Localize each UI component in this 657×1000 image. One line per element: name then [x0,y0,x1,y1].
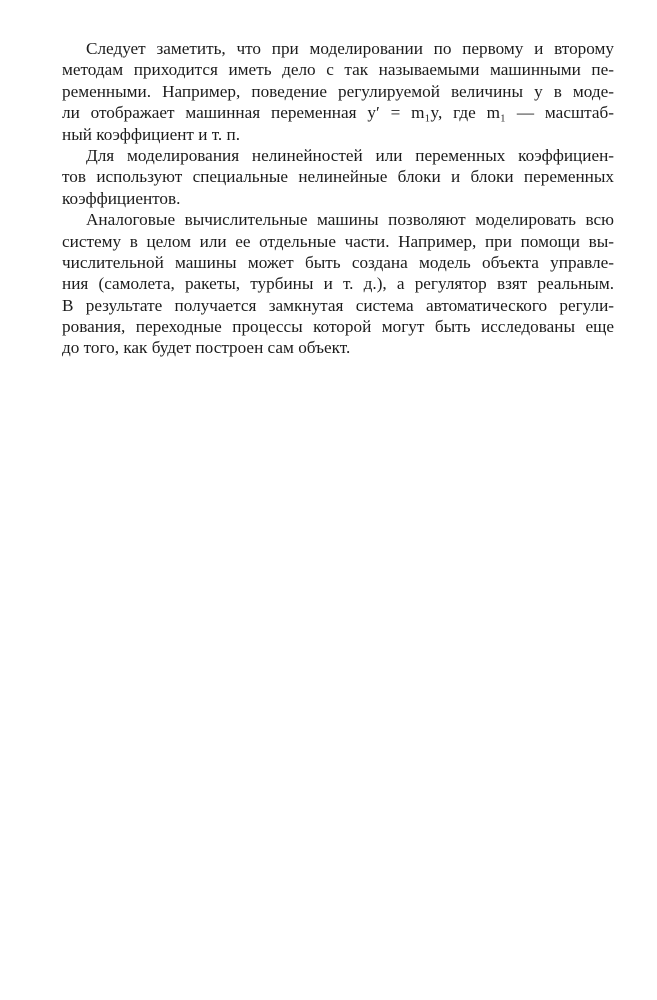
text-line: ли отображает машинная переменная y′ = m₁y, где m₁ — масштаб- [62,103,614,123]
paragraph-machine-variables [62,38,614,145]
text-line: до того, как будет построен сам объект. [62,338,351,358]
text-line: числительной машины может быть создана модель объекта управле- [62,252,614,272]
text-line: тов используют специальные нелинейные блоки и блоки переменных [62,167,614,187]
text-line: Аналоговые вычислительные машины позволяют моделировать всю [86,210,614,230]
text-line: Для моделирования нелинейностей или переменных коэффициен- [86,145,614,165]
paragraph-nonlinear-blocks [62,145,614,209]
text-line: ния (самолета, ракеты, турбины и т. д.), а регулятор взят реальным. [62,274,614,294]
text-line: коэффициентов. [62,188,181,208]
text-line: ный коэффициент и т. п. [62,124,240,144]
text-line: Следует заметить, что при моделировании по первому и второму [86,39,614,58]
paragraph-analog-machines [62,209,614,359]
page-text [62,38,614,359]
text-line: систему в целом или ее отдельные части. Например, при помощи вы- [62,231,614,251]
text-line: ременными. Например, поведение регулируемой величины y в моде- [62,81,614,101]
text-line: рования, переходные процессы которой могут быть исследованы еще [62,317,614,337]
text-line: методам приходится иметь дело с так называемыми машинными пе- [62,60,614,80]
text-line: В результате получается замкнутая система автоматического регули- [62,295,614,315]
